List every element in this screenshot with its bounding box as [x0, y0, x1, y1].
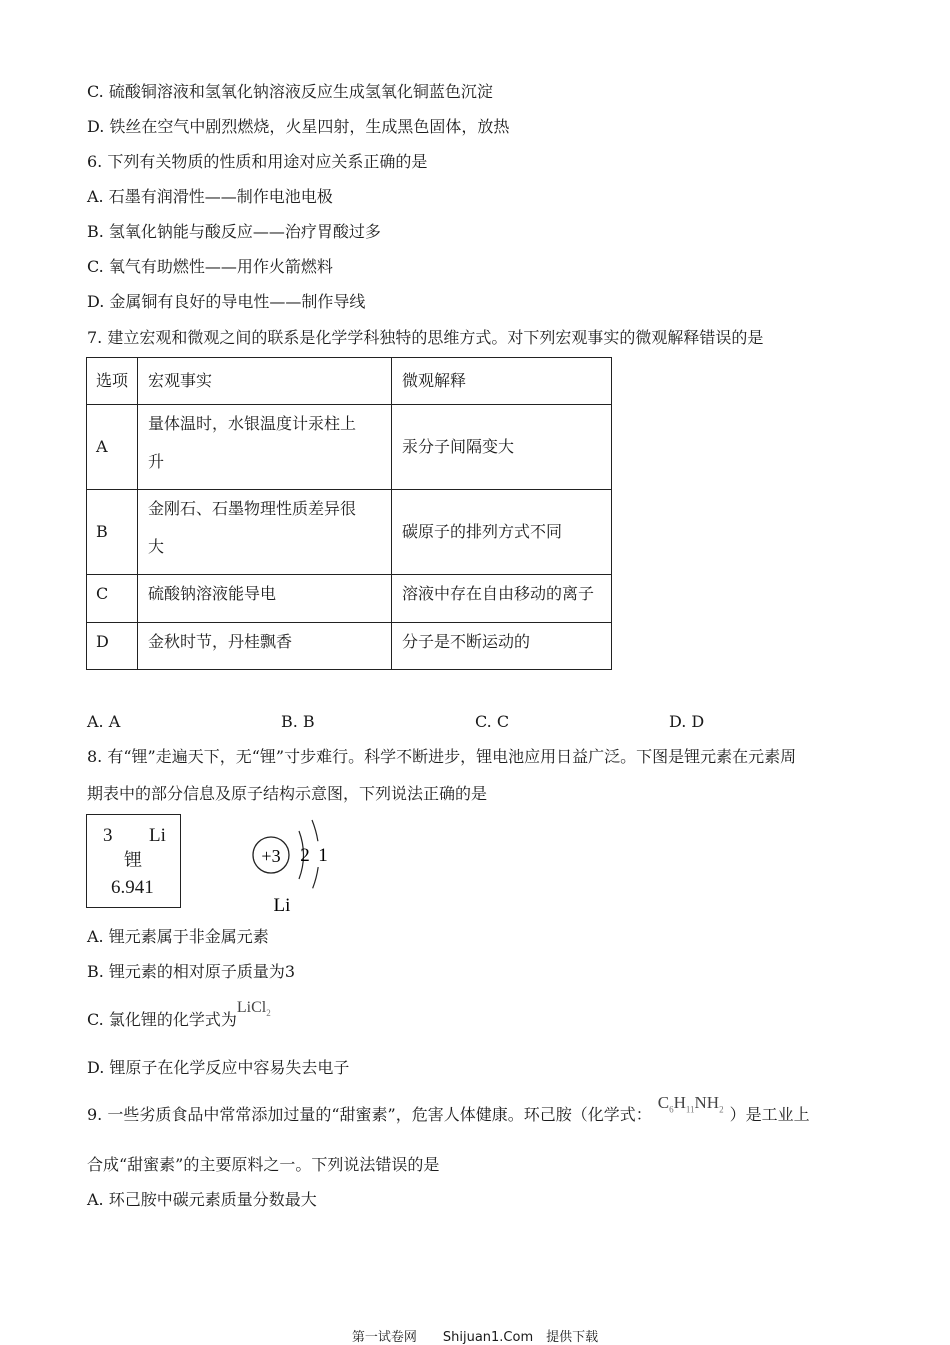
formula-h-sub: 11: [685, 1104, 695, 1115]
periodic-table-cell: [86, 814, 181, 908]
formula-c: C: [657, 1093, 670, 1112]
table-row: [87, 575, 612, 623]
row-macro-fact: 金秋时节，丹桂飘香: [138, 623, 392, 670]
q8-option-c: [87, 999, 271, 1036]
shell2-electrons: 1: [318, 845, 328, 866]
q8-option-b: B. 锂元素的相对原子质量为3: [87, 962, 296, 981]
row-micro-explanation: 分子是不断运动的: [392, 623, 612, 670]
atomic-mass: 6.941: [111, 877, 154, 898]
row-option: A: [87, 405, 138, 490]
q5-option-d: D. 铁丝在空气中剧烈燃烧，火星四射，生成黑色固体，放热: [87, 117, 510, 136]
fact-line: 金刚石、石墨物理性质差异很: [148, 499, 357, 518]
row-macro-fact: [138, 490, 392, 575]
q6-option-d: D. 金属铜有良好的导电性——制作导线: [87, 292, 366, 311]
licl2-formula: [236, 999, 271, 1019]
row-micro-explanation: 碳原子的排列方式不同: [392, 490, 612, 575]
table-row: [87, 490, 612, 575]
q9-stem-line1: [87, 1093, 810, 1131]
q9-text-suffix: ）是工业上: [729, 1105, 810, 1124]
q7-option-c: C. C: [475, 712, 510, 731]
page-footer: 第一试卷网 Shijuan1.Com 提供下载: [351, 1330, 599, 1345]
q8-stem-line1: 8. 有“锂”走遍天下，无“锂”寸步难行。科学不断进步，锂电池应用日益广泛。下图是锂元素在元素周: [87, 747, 797, 766]
option-c-text: C. 氯化锂的化学式为: [87, 1010, 237, 1029]
formula-nh-sub: 2: [719, 1104, 724, 1115]
header-macro-fact: 宏观事实: [138, 358, 392, 405]
row-option: B: [87, 490, 138, 575]
atom-structure-diagram: [248, 816, 338, 912]
row-option: C: [87, 575, 138, 623]
q7-option-a: A. A: [87, 712, 121, 731]
table-row: [87, 405, 612, 490]
q7-stem: 7. 建立宏观和微观之间的联系是化学学科独特的思维方式。对下列宏观事实的微观解释错误的是: [87, 328, 764, 347]
q7-option-b: B. B: [281, 712, 315, 731]
cyclohexylamine-formula: [657, 1093, 724, 1115]
formula-h: H: [673, 1093, 686, 1112]
q6-option-b: B. 氢氧化钠能与酸反应——治疗胃酸过多: [87, 222, 381, 241]
header-micro-explanation: 微观解释: [392, 358, 612, 405]
atom-label: Li: [273, 895, 291, 912]
q6-option-c: C. 氧气有助燃性——用作火箭燃料: [87, 257, 333, 276]
element-name: 锂: [124, 850, 142, 871]
q9-text-prefix: 9. 一些劣质食品中常常添加过量的“甜蜜素”，危害人体健康。环己胺（化学式：: [87, 1105, 652, 1124]
q6-option-a: A. 石墨有润滑性——制作电池电极: [87, 187, 333, 206]
fact-line: 升: [148, 452, 165, 471]
row-macro-fact: 硫酸钠溶液能导电: [138, 575, 392, 623]
row-option: D: [87, 623, 138, 670]
q9-option-a: A. 环己胺中碳元素质量分数最大: [87, 1190, 317, 1209]
element-symbol: Li: [149, 825, 166, 846]
atom-diagram-svg: [248, 816, 338, 912]
q7-option-d: D. D: [669, 712, 705, 731]
header-option: 选项: [87, 358, 138, 405]
q8-option-a: A. 锂元素属于非金属元素: [87, 927, 269, 946]
row-micro-explanation: 溶液中存在自由移动的离子: [392, 575, 612, 623]
formula-nh: NH: [694, 1093, 720, 1112]
table-row: [87, 623, 612, 670]
row-macro-fact: [138, 405, 392, 490]
fact-line: 大: [148, 537, 165, 556]
q8-option-d: D. 锂原子在化学反应中容易失去电子: [87, 1058, 350, 1077]
table-header-row: [87, 358, 612, 405]
q5-option-c: C. 硫酸铜溶液和氢氧化钠溶液反应生成氢氧化铜蓝色沉淀: [87, 82, 493, 101]
fact-line: 量体温时，水银温度计汞柱上: [148, 414, 357, 433]
atomic-number: 3: [103, 825, 113, 846]
formula-main: LiCl: [236, 999, 267, 1016]
nucleus-charge: +3: [261, 846, 281, 866]
q7-table: [86, 357, 612, 670]
formula-c-sub: 6: [669, 1104, 674, 1115]
q8-stem-line2: 期表中的部分信息及原子结构示意图，下列说法正确的是: [87, 784, 488, 803]
shell1-electrons: 2: [300, 845, 310, 866]
q6-stem: 6. 下列有关物质的性质和用途对应关系正确的是: [87, 152, 428, 171]
row-micro-explanation: 汞分子间隔变大: [392, 405, 612, 490]
formula-subscript: 2: [266, 1008, 271, 1019]
q9-stem-line2: 合成“甜蜜素”的主要原料之一。下列说法错误的是: [87, 1155, 440, 1174]
